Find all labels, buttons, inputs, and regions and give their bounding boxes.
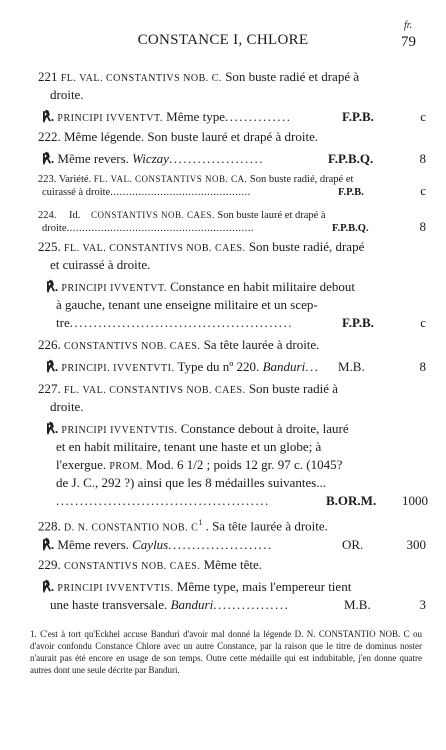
rarity: c (420, 109, 426, 124)
description: Son buste radié et drapé à (225, 69, 360, 84)
reverse-icon: ℟. (42, 579, 55, 594)
description: Constance debout à droite, lauré (180, 421, 349, 436)
rarity: 8 (419, 151, 426, 166)
legend: PRINCIPI IVVENTVTIS. (57, 583, 174, 594)
description: de J. C., 292 ?) ainsi que les 8 médailles suivantes... (56, 475, 327, 490)
leader-dots: ...................... (168, 537, 273, 552)
entry-229-reverse (42, 578, 420, 598)
entry-222-reverse (42, 150, 420, 168)
metal-mark: F.P.B. (338, 187, 364, 198)
legend: CONSTANTIVS NOB. CAES. (91, 210, 215, 220)
entry-221-cont (50, 86, 428, 104)
legend: FL. VAL. CONSTANTIVS NOB. CAES. (64, 385, 246, 396)
entry-227-cont (50, 398, 428, 416)
legend: PRINCIPI IVVENTVTIS. (61, 425, 178, 436)
legend: PROM. (109, 461, 143, 472)
legend: FL. VAL. CONSTANTIVS NOB. C. (60, 73, 222, 84)
reverse-icon: ℟. (46, 359, 59, 374)
rarity-column-label: fr. (403, 20, 412, 31)
collector: Wiczay (132, 151, 169, 166)
description: . Sa tête laurée à droite. (205, 518, 328, 534)
leader-dots: ............................................................ (66, 223, 254, 234)
entry-number: 225. (38, 239, 61, 254)
metal-mark: OR. (342, 537, 364, 552)
entry-226-reverse (46, 358, 424, 378)
description: Même revers. (57, 537, 129, 552)
metal-mark: B.OR.M. (326, 493, 377, 508)
reverse-icon: ℟. (42, 109, 55, 124)
description: cuirassé à droite (42, 187, 111, 198)
description: et cuirassé à droite. (50, 257, 151, 272)
legend: PRINCIPI IVVENTVT. (57, 113, 163, 124)
legend: FL. VAL. CONSTANTIVS NOB. CAES. (64, 243, 246, 254)
description: l'exergue. (56, 457, 107, 472)
entry-number: 228. (38, 518, 61, 534)
rarity: 1000 (402, 493, 428, 508)
entry-227-reverse (46, 420, 424, 440)
page-header (0, 32, 446, 52)
metal-mark: M.B. (344, 597, 371, 612)
leader-dots: ............................................. (56, 493, 270, 508)
entry-229 (38, 556, 416, 576)
entry-225-cont (50, 256, 428, 274)
entry-221-reverse (42, 108, 420, 128)
description: Son buste radié, drapé et (249, 174, 354, 185)
entry-228 (38, 514, 416, 537)
description: Son buste radié, drapé (248, 239, 365, 254)
description: Son buste radié à (248, 381, 338, 396)
legend: PRINCIPI. IVVENTVTI. (61, 363, 175, 374)
entry-number: 222. (38, 129, 61, 144)
rarity: c (420, 183, 426, 198)
metal-mark: F.P.B.Q. (332, 223, 369, 234)
leader-dots: .............. (224, 109, 292, 124)
legend: D. N. CONSTANTIO NOB. C (64, 522, 199, 534)
entry-225-reverse-end (56, 314, 434, 332)
legend: CONSTANTIVS NOB. CAES. (64, 341, 201, 352)
entry-225-reverse-cont (56, 296, 434, 314)
entry-number: 226. (38, 337, 61, 352)
description: Même tête. (203, 557, 263, 572)
description: droite. (50, 87, 84, 102)
entry-223-cont (42, 184, 420, 202)
rarity: 3 (419, 597, 426, 612)
entry-number: 221 (38, 69, 58, 84)
footnote-ref: 1 (198, 518, 203, 527)
description: à gauche, tenant une enseigne militaire et un scep- (56, 297, 318, 312)
reverse-icon: ℟. (42, 151, 55, 166)
entry-221 (38, 68, 416, 88)
metal-mark: F.P.B.Q. (328, 151, 374, 166)
entry-227-reverse-cont (56, 438, 434, 456)
collector: Banduri (262, 359, 306, 374)
entry-number: 223. (38, 174, 57, 185)
entry-224-cont (42, 220, 420, 238)
description: Même légende. Son buste lauré et drapé à droite. (64, 129, 319, 144)
legend: PRINCIPI IVVENTVT. (61, 283, 167, 294)
description: une haste transversale. (50, 597, 168, 612)
reverse-icon: ℟. (46, 421, 59, 436)
description: et en habit militaire, tenant une haste et un globe; à (56, 439, 322, 454)
rarity: c (420, 315, 426, 330)
entry-number: 227. (38, 381, 61, 396)
entry-227-reverse-cont (56, 474, 434, 492)
rarity: 8 (419, 359, 426, 374)
legend: CONSTANTIVS NOB. CAES. (64, 561, 201, 572)
description: Variété. (58, 174, 92, 185)
entry-227 (38, 380, 416, 400)
reverse-icon: ℟. (42, 537, 55, 552)
description: Même type, mais l'empereur tient (176, 579, 352, 594)
description: Type du nº 220. (177, 359, 260, 374)
leader-dots: ... (305, 359, 320, 374)
description: Sa tête laurée à droite. (203, 337, 320, 352)
leader-dots: ............................................... (69, 315, 293, 330)
description: Même revers. (57, 151, 129, 166)
entry-225 (38, 238, 416, 258)
legend: FL. VAL. CONSTANTIVS NOB. CA. (93, 174, 248, 184)
reverse-icon: ℟. (46, 279, 59, 294)
collector: Banduri (170, 597, 214, 612)
entry-222 (38, 128, 416, 146)
description: droite. (50, 399, 84, 414)
leader-dots: .................... (168, 151, 264, 166)
page-title: CONSTANCE I, CHLORE (137, 32, 309, 48)
metal-mark: F.P.B. (342, 315, 374, 330)
rarity: 8 (419, 219, 426, 234)
entry-229-reverse-end (50, 596, 428, 614)
description: Constance en habit militaire debout (170, 279, 355, 294)
metal-mark: M.B. (338, 359, 365, 374)
entry-227-reverse-end (56, 492, 434, 510)
metal-mark: F.P.B. (342, 109, 374, 124)
entry-226 (38, 336, 416, 356)
entry-228-reverse (42, 536, 420, 554)
rarity: 300 (406, 537, 426, 552)
description: tre (56, 315, 70, 330)
description: Mod. 6 1/2 ; poids 12 gr. 97 c. (1045? (145, 457, 343, 472)
entry-number: 229. (38, 557, 61, 572)
footnote: 1. C'est à tort qu'Eckhel accuse Banduri d'avoir mal donné la légende D. N. CONSTANTIO NOB. C ou d'avoir confondu Constance Chlore avec un autre Constance, par la raison que le titre de dominus noster n'aurait pas été encore en usage de son temps. Outre cette médaille qui est indubitable, j'en donne quatre autres dont une seule décrite par Banduri. (30, 629, 422, 675)
entry-225-reverse (46, 278, 424, 298)
entry-number: 224. (38, 210, 57, 221)
leader-dots: ............................................. (110, 187, 251, 198)
collector: Caylus (132, 537, 169, 552)
description: Même type (166, 109, 225, 124)
description: droite (42, 223, 67, 234)
entry-227-reverse-cont (56, 456, 434, 476)
description: Son buste lauré et drapé à (217, 210, 326, 221)
description: Id. (69, 210, 81, 221)
page-number: 79 (401, 34, 416, 50)
leader-dots: ................ (213, 597, 290, 612)
